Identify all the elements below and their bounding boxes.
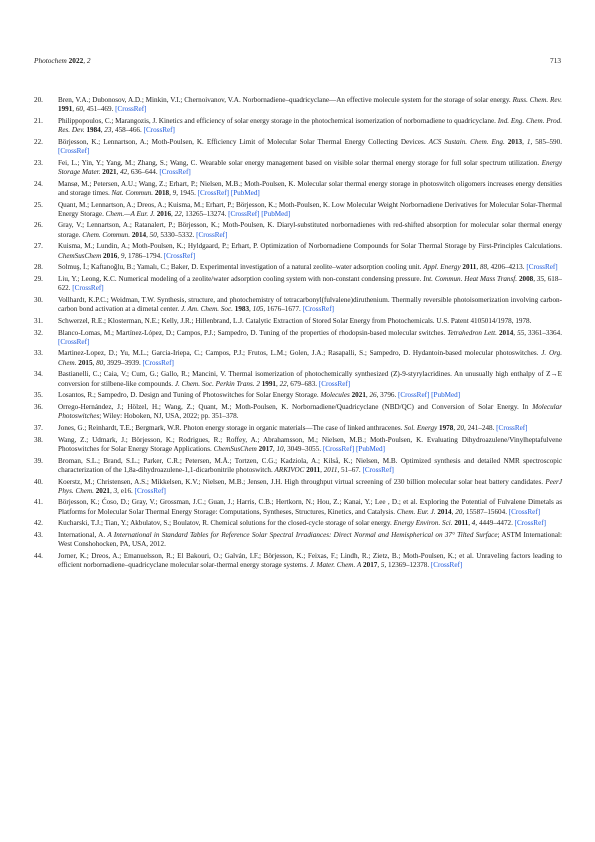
reference-text: , bbox=[320, 465, 324, 474]
reference-text: , 13265–13274. bbox=[181, 209, 229, 218]
reference-italic-text: Chem.—A Eur. J. bbox=[105, 209, 155, 218]
reference-year: 2021 bbox=[351, 391, 366, 400]
reference-item bbox=[34, 424, 562, 433]
reference-text: Blanco-Lomas, M.; Martínez-López, D.; Campos, P.J.; Sampedro, D. Tuning of the properties of rhodopsin-based molecular switches. bbox=[58, 328, 448, 337]
crossref-link[interactable]: [CrossRef] bbox=[228, 209, 260, 218]
reference-italic-text: 4 bbox=[471, 519, 476, 528]
reference-text: , 4449–4472. bbox=[475, 519, 515, 528]
reference-italic-text: Russ. Chem. Rev. bbox=[512, 96, 562, 104]
reference-italic-text: 20 bbox=[456, 423, 465, 432]
reference-text: , 241–248. bbox=[464, 423, 497, 432]
reference-text: Vollhardt, K.P.C.; Weidman, T.W. Synthesis, structure, and photochemistry of tetracarbonyl(fulvalene)diruthenium. Thermally reversible photoisomerization involving carbon-carbon bond activation at a dimetal center. bbox=[58, 295, 562, 314]
reference-text: , bbox=[513, 328, 518, 337]
reference-number: 42. bbox=[34, 519, 43, 528]
reference-text: , 1786–1794. bbox=[124, 251, 164, 260]
reference-number: 34. bbox=[34, 370, 43, 379]
reference-text: , bbox=[146, 230, 150, 239]
reference-number: 33. bbox=[34, 349, 43, 358]
reference-italic-text: J. Org. Chem. bbox=[58, 349, 563, 367]
running-header bbox=[34, 56, 561, 68]
reference-text: ; ASTM International: West Conshohocken, PA, USA, 2012. bbox=[58, 531, 562, 549]
reference-text: Gray, V.; Lennartson, A.; Ratanalert, P.; Börjesson, K.; Moth-Poulsen, K. Diaryl-substituted norbornadienes with red-shifted absorption for molecular solar thermal energy storage. bbox=[58, 221, 562, 239]
journal-volume: 2 bbox=[86, 56, 91, 65]
reference-item bbox=[34, 180, 562, 198]
reference-text: , e16. bbox=[117, 486, 135, 495]
reference-text: Jones, G.; Reinhardt, T.E.; Bergmark, W.R. Photon energy storage in organic materials—The case of linked anthracenes. bbox=[58, 423, 405, 432]
reference-text: , 1945. bbox=[176, 188, 198, 197]
crossref-link[interactable]: [CrossRef] bbox=[508, 507, 541, 516]
journal-year: 2022 bbox=[68, 56, 84, 65]
reference-item bbox=[34, 117, 562, 135]
reference-text: , bbox=[451, 507, 456, 516]
reference-text: Losantos, R.; Sampedro, D. Design and Tuning of Photoswitches for Solar Energy Storage. bbox=[58, 391, 321, 400]
reference-text: Börjesson, K.; Lennartson, A.; Moth-Poulsen, K. Efficiency Limit of Molecular Solar Thermal Energy Collecting Devices. bbox=[58, 137, 429, 146]
reference-number: 23. bbox=[34, 158, 43, 167]
reference-year: 1991 bbox=[58, 105, 73, 114]
reference-italic-text: Chem. Commun. bbox=[82, 230, 131, 239]
reference-text: , bbox=[100, 126, 105, 135]
reference-text: , bbox=[117, 251, 121, 260]
reference-italic-text: 22 bbox=[279, 379, 287, 388]
crossref-link[interactable]: [CrossRef] bbox=[302, 305, 334, 314]
reference-text: , 51–67. bbox=[337, 465, 363, 474]
reference-text: Wang, Z.; Udmark, J.; Börjesson, K.; Rodrigues, R.; Roffey, A.; Abrahamsson, M.; Nielsen, M.B.; Moth-Poulsen, K. Evaluating Dihydroazulene/Vinylheptafulvene Photoswitches for Solar Energy Storage Applications. bbox=[58, 435, 562, 453]
reference-italic-text: A International in Standard Tables for Reference Solar Spectral Irradiances: Direct Normal and Hemispherical on 37° Tilted Surface bbox=[107, 531, 498, 540]
reference-italic-text: 9 bbox=[172, 188, 177, 197]
reference-year: 2014 bbox=[498, 328, 514, 337]
reference-italic-text: 22 bbox=[174, 209, 182, 218]
reference-text: , bbox=[533, 275, 537, 283]
reference-text: , 5330–5332. bbox=[156, 230, 197, 239]
reference-item bbox=[34, 531, 562, 549]
reference-text: , bbox=[169, 188, 173, 197]
reference-item bbox=[34, 552, 562, 570]
reference-number: 37. bbox=[34, 423, 43, 432]
reference-text: , 636–644. bbox=[127, 167, 160, 176]
reference-year: 2008 bbox=[518, 275, 534, 283]
reference-text: , 3796. bbox=[376, 391, 399, 400]
reference-year: 2014 bbox=[437, 507, 452, 516]
reference-year: 2016 bbox=[156, 209, 172, 218]
reference-text: Kuisma, M.; Lundin, A.; Moth-Poulsen, K.; Hyldgaard, P.; Erhart, P. Optimization of Norbornadiene Compounds for Solar Thermal Storage by First-Principles Calculations. bbox=[58, 242, 562, 251]
reference-italic-text: PeerJ Phys. Chem. bbox=[58, 477, 562, 495]
reference-italic-text: J. Am. Chem. Soc. bbox=[180, 305, 233, 314]
reference-year: 2014 bbox=[131, 230, 147, 239]
crossref-link[interactable]: [CrossRef] bbox=[197, 188, 230, 197]
reference-text: , bbox=[171, 209, 175, 218]
reference-text: Solmuş, İ.; Kaftanoğlu, B.; Yamalı, C.; Baker, D. Experimental investigation of a natural zeolite–water adsorption cooling unit. bbox=[58, 263, 424, 272]
reference-item bbox=[34, 317, 562, 326]
reference-italic-text: Energy Storage Mater. bbox=[58, 158, 562, 176]
reference-number: 41. bbox=[34, 498, 43, 507]
crossref-link[interactable]: [CrossRef] bbox=[58, 146, 90, 155]
reference-number: 22. bbox=[34, 137, 43, 146]
reference-text: ; Wiley: Hoboken, NJ, USA, 2022; pp. 351–378. bbox=[99, 412, 239, 421]
crossref-link[interactable]: [CrossRef] bbox=[322, 444, 355, 453]
reference-year: 2017 bbox=[258, 444, 273, 453]
reference-italic-text: Int. Commun. Heat Mass Transf. bbox=[423, 275, 518, 283]
reference-text: Börjesson, K.; Ćoso, D.; Gray, V.; Grossman, J.C.; Guan, J.; Harris, C.B.; Hertkorn, N.; Hou, Z.; Kanai, Y.; Lee , D.; et al. Exploring the Potential of Fulvalene Dimetals as Platforms for Molecular Solar Thermal Energy Storage: Computations, Syntheses, Structures, Kinetics, and Catalysis. bbox=[58, 498, 562, 516]
reference-year: 2018 bbox=[154, 188, 170, 197]
reference-item bbox=[34, 159, 562, 177]
reference-text: , 585–590. bbox=[530, 137, 562, 146]
reference-item bbox=[34, 263, 562, 272]
reference-text: Orrego-Hernández, J.; Hölzel, H.; Wang, Z.; Quant, M.; Moth-Poulsen, K. Norbornadiene/Quadricyclane (NBD/QC) and Conversion of Solar Energy. In bbox=[58, 403, 533, 412]
reference-text: Fei, L.; Yin, Y.; Yang, M.; Zhang, S.; Wang, C. Wearable solar energy management based on visible solar thermal energy storage for full solar spectrum utilization. bbox=[58, 158, 542, 167]
reference-text: Mansø, M.; Petersen, A.U.; Wang, Z.; Erhart, P.; Nielsen, M.B.; Moth-Poulsen, K. Molecular solar thermal energy storage in photoswitch oligomers increases energy densities and storage times. bbox=[58, 179, 562, 197]
reference-number: 24. bbox=[34, 179, 43, 188]
crossref-link[interactable]: [CrossRef] bbox=[115, 105, 147, 114]
reference-text: , bbox=[249, 305, 253, 314]
reference-text: Kucharski, T.J.; Tian, Y.; Akbulatov, S.; Boulatov, R. Chemical solutions for the closed-cycle storage of solar energy. bbox=[58, 519, 394, 528]
reference-year: 1991 bbox=[261, 379, 276, 388]
reference-text: Koerstz, M.; Christensen, A.S.; Mikkelsen, K.V.; Nielsen, M.B.; Jensen, J.H. High throughput virtual screening of 230 billion molecular solar heat battery candidates. bbox=[58, 477, 546, 486]
reference-year: 2016 bbox=[103, 251, 118, 260]
reference-text: Broman, S.L.; Brand, S.L.; Parker, C.R.; Petersen, M.Å.; Tortzen, C.G.; Kadziola, A.; Kilså, K.; Nielsen, M.B. Optimized synthesis and detailed NMR spectroscopic characterization of the 1,8a-dihydroazulene-1,1-dicarbonitrile photoswitch. bbox=[58, 456, 562, 474]
crossref-link[interactable]: [CrossRef] bbox=[72, 284, 104, 293]
reference-number: 35. bbox=[34, 391, 43, 400]
crossref-link[interactable]: [CrossRef] bbox=[159, 167, 191, 176]
reference-number: 38. bbox=[34, 435, 43, 444]
journal-citation: Photochem 2022, 2 bbox=[34, 56, 91, 65]
reference-item bbox=[34, 138, 562, 156]
reference-italic-text: ChemSusChem bbox=[213, 444, 257, 453]
reference-text: Philippopoulos, C.; Marangozis, J. Kinetics and efficiency of solar energy storage in the photochemical isomerization of norbornadiene to quadricyclane. bbox=[58, 116, 498, 125]
reference-italic-text: 10 bbox=[276, 444, 284, 453]
crossref-link[interactable]: [CrossRef] bbox=[196, 230, 228, 239]
reference-text: , 451–469. bbox=[83, 105, 116, 114]
reference-item bbox=[34, 221, 562, 239]
reference-text: , 618–622. bbox=[58, 275, 562, 293]
reference-year: 2011 bbox=[454, 519, 469, 528]
reference-item bbox=[34, 296, 562, 314]
reference-italic-text: 3 bbox=[113, 486, 118, 495]
pubmed-link[interactable]: [PubMed] bbox=[431, 391, 461, 400]
reference-text: , bbox=[116, 167, 121, 176]
reference-item bbox=[34, 349, 562, 367]
reference-year: 1978 bbox=[439, 423, 454, 432]
reference-text: Jorner, K.; Dreos, A.; Emanuelsson, R.; El Bakouri, O.; Galván, I.F.; Börjesson, K.; Feixas, F.; Lindh, R.; Zietz, B.; Moth-Poulsen, K.; et al. Unraveling factors leading to efficient norbornadiene–quadricyclane molecular solar-thermal energy storage systems. bbox=[58, 551, 562, 570]
reference-number: 29. bbox=[34, 275, 43, 283]
reference-year: 2013 bbox=[507, 137, 523, 146]
reference-text: , bbox=[377, 561, 381, 570]
reference-year: 2011 bbox=[306, 465, 321, 474]
crossref-link[interactable]: [CrossRef] bbox=[362, 465, 394, 474]
reference-number: 27. bbox=[34, 242, 43, 251]
reference-italic-text: ACS Sustain. Chem. Eng. bbox=[428, 137, 505, 146]
reference-text: , bbox=[92, 358, 97, 367]
reference-text: , bbox=[109, 486, 114, 495]
reference-number: 30. bbox=[34, 295, 43, 304]
reference-number: 20. bbox=[34, 96, 43, 104]
reference-italic-text: 5 bbox=[380, 561, 385, 570]
reference-item bbox=[34, 242, 562, 260]
reference-item bbox=[34, 201, 562, 219]
reference-italic-text: Energy Environ. Sci. bbox=[393, 519, 453, 528]
reference-italic-text: J. Mater. Chem. A bbox=[309, 561, 362, 570]
reference-number: 39. bbox=[34, 456, 43, 465]
reference-italic-text: Ind. Eng. Chem. Prod. Res. Dev. bbox=[58, 116, 562, 135]
reference-number: 36. bbox=[34, 403, 43, 412]
reference-text: , bbox=[468, 519, 472, 528]
reference-item bbox=[34, 478, 562, 496]
reference-text: Bastianelli, C.; Caia, V.; Cum, G.; Gallo, R.; Mancini, V. Thermal isomerization of photochemically synthesized (Z)-9-styrylacridines. An unusually high enthalpy of Z→E conversion for stilbene-like compounds. bbox=[58, 370, 562, 388]
reference-italic-text: 88 bbox=[479, 263, 488, 272]
reference-italic-text: ARKIVOC bbox=[274, 465, 305, 474]
reference-item bbox=[34, 457, 562, 475]
page-number: 713 bbox=[550, 56, 561, 65]
reference-text: Liu, Y.; Leong, K.C. Numerical modeling of a zeolite/water adsorption cooling system with non-constant condensing pressure. bbox=[58, 275, 424, 283]
reference-text: , 12369–12378. bbox=[384, 561, 431, 570]
reference-italic-text: 26 bbox=[369, 391, 377, 400]
reference-item bbox=[34, 498, 562, 516]
reference-italic-text: Molecules bbox=[320, 391, 350, 400]
reference-italic-text: Appl. Energy bbox=[423, 263, 461, 272]
pubmed-link[interactable]: [PubMed] bbox=[356, 444, 385, 453]
reference-text: , 3361–3364. bbox=[524, 328, 562, 337]
reference-item bbox=[34, 275, 562, 293]
reference-item bbox=[34, 391, 562, 400]
reference-text: Quant, M.; Lennartson, A.; Dreos, A.; Kuisma, M.; Erhart, P.; Börjesson, K.; Moth-Poulsen, K. Low Molecular Weight Norbornadiene Derivatives for Molecular Solar-Thermal Energy Storage. bbox=[58, 200, 562, 218]
reference-text: , 3929–3939. bbox=[103, 358, 143, 367]
crossref-link[interactable]: [CrossRef] bbox=[134, 486, 166, 495]
reference-year: 2021 bbox=[102, 167, 117, 176]
reference-italic-text: Sol. Energy bbox=[404, 423, 438, 432]
reference-text: , bbox=[522, 137, 527, 146]
reference-number: 31. bbox=[34, 316, 43, 325]
reference-italic-text: 60 bbox=[75, 105, 83, 114]
reference-italic-text: Chem. Eur. J. bbox=[396, 507, 436, 516]
reference-text: Martinez-Lopez, D.; Yu, M.L.; Garcia-Iriepa, C.; Campos, P.J.; Frutos, L.M.; Golen, J.A.; Rasapalli, S.; Sampedro, D. Hydantoin-based molecular photoswitches. bbox=[58, 349, 542, 358]
reference-text: , 679–683. bbox=[286, 379, 319, 388]
reference-italic-text: 35 bbox=[536, 275, 545, 283]
reference-italic-text: 2011 bbox=[323, 465, 338, 474]
reference-italic-text: 23 bbox=[104, 126, 112, 135]
pubmed-link[interactable]: [PubMed] bbox=[230, 188, 260, 197]
crossref-link[interactable]: [CrossRef] bbox=[496, 423, 528, 432]
reference-text: , 1676–1677. bbox=[263, 305, 303, 314]
reference-number: 28. bbox=[34, 263, 43, 272]
reference-italic-text: Nat. Commun. bbox=[111, 188, 154, 197]
reference-text: , 3049–3055. bbox=[283, 444, 323, 453]
crossref-link[interactable]: [CrossRef] bbox=[142, 358, 174, 367]
reference-text: , bbox=[275, 379, 280, 388]
reference-text: , bbox=[72, 105, 76, 114]
crossref-link[interactable]: [CrossRef] bbox=[514, 519, 546, 528]
reference-text: , 4206–4213. bbox=[487, 263, 527, 272]
reference-year: 1984 bbox=[86, 126, 101, 135]
reference-list bbox=[34, 96, 562, 573]
reference-italic-text: 50 bbox=[149, 230, 157, 239]
reference-italic-text: Tetrahedron Lett. bbox=[447, 328, 497, 337]
reference-italic-text: 105 bbox=[252, 305, 264, 314]
reference-text: , bbox=[365, 391, 370, 400]
reference-number: 21. bbox=[34, 116, 43, 125]
reference-text: , bbox=[476, 263, 480, 272]
pubmed-link[interactable]: [PubMed] bbox=[261, 209, 291, 218]
journal-name: Photochem bbox=[34, 56, 67, 65]
reference-italic-text: J. Chem. Soc. Perkin Trans. 2 bbox=[174, 379, 260, 388]
reference-number: 44. bbox=[34, 551, 43, 560]
reference-italic-text: 55 bbox=[517, 328, 525, 337]
reference-item bbox=[34, 370, 562, 388]
reference-text: International, A. bbox=[58, 531, 108, 540]
reference-year: 1983 bbox=[234, 305, 250, 314]
reference-number: 32. bbox=[34, 328, 43, 337]
crossref-link[interactable]: [CrossRef] bbox=[163, 251, 196, 260]
crossref-link[interactable]: [CrossRef] bbox=[58, 337, 90, 346]
reference-number: 25. bbox=[34, 200, 43, 209]
reference-number: 26. bbox=[34, 221, 43, 230]
reference-year: 2017 bbox=[363, 561, 378, 570]
reference-year: 2011 bbox=[462, 263, 477, 272]
crossref-link[interactable]: [CrossRef] bbox=[430, 561, 463, 570]
reference-item bbox=[34, 329, 562, 347]
crossref-link[interactable]: [CrossRef] bbox=[318, 379, 351, 388]
crossref-link[interactable]: [CrossRef] bbox=[398, 391, 430, 400]
reference-italic-text: ChemSusChem bbox=[58, 251, 102, 260]
reference-italic-text: 9 bbox=[120, 251, 125, 260]
reference-number: 40. bbox=[34, 477, 43, 486]
reference-item bbox=[34, 403, 562, 421]
crossref-link[interactable]: [CrossRef] bbox=[526, 263, 558, 272]
crossref-link[interactable]: [CrossRef] bbox=[143, 126, 175, 135]
reference-item bbox=[34, 436, 562, 454]
reference-italic-text: 1 bbox=[526, 137, 531, 146]
reference-text: , bbox=[453, 423, 457, 432]
reference-year: 2021 bbox=[95, 486, 110, 495]
reference-number: 43. bbox=[34, 531, 43, 540]
reference-italic-text: Molecular Photoswitches bbox=[58, 403, 562, 421]
reference-year: 2015 bbox=[78, 358, 93, 367]
reference-text: , 458–466. bbox=[111, 126, 144, 135]
reference-item bbox=[34, 96, 562, 114]
reference-italic-text: 80 bbox=[96, 358, 104, 367]
reference-item bbox=[34, 519, 562, 528]
reference-text: Schwerzel, R.E.; Klosterman, N.E.; Kelly, J.R.; Hillenbrand, L.J. Catalytic Extraction of Stored Solar Energy from Photochemicals. U.S. Patent 4105014/1978, 1978. bbox=[58, 316, 532, 325]
reference-text: , 15587–15604. bbox=[462, 507, 509, 516]
reference-italic-text: 20 bbox=[455, 507, 463, 516]
reference-text: , bbox=[272, 444, 277, 453]
reference-text: Bren, V.A.; Dubonosov, A.D.; Minkin, V.I.; Chernoivanov, V.A. Norbornadiene–quadricyclane—An effective molecule system for the storage of solar energy. bbox=[58, 96, 513, 104]
reference-italic-text: 42 bbox=[120, 167, 128, 176]
